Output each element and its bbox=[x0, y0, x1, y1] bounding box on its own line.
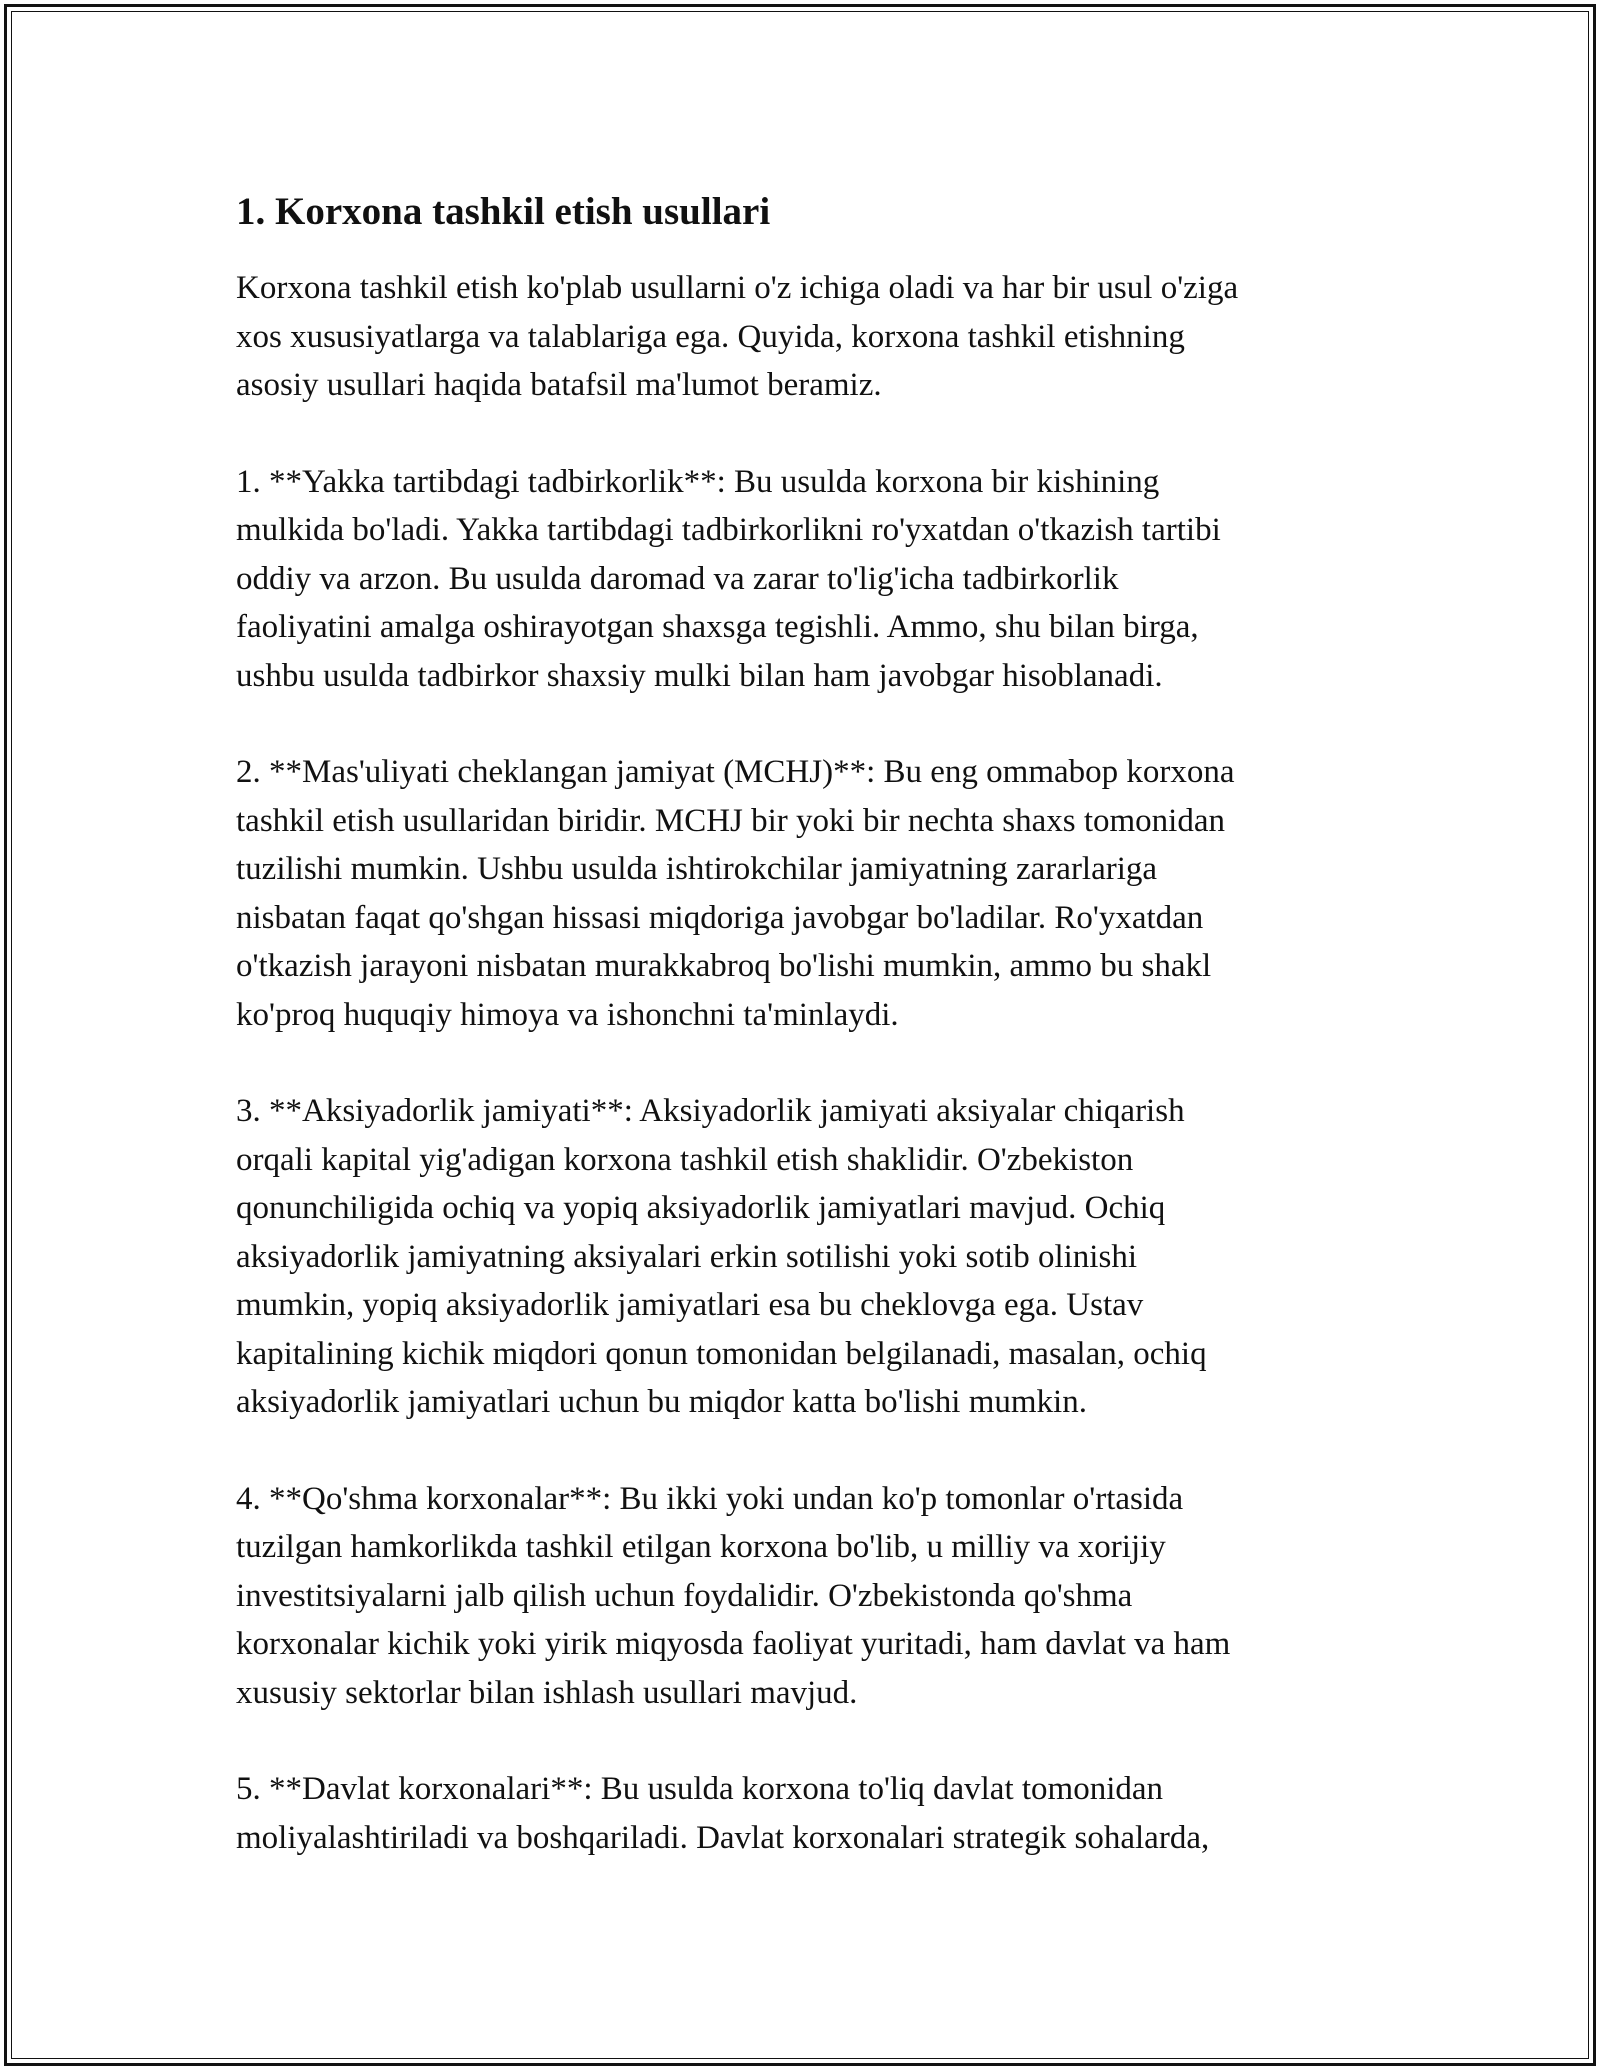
text-line: tuzilgan hamkorlikda tashkil etilgan korxona bo'lib, u milliy va xorijiy bbox=[236, 1529, 1166, 1565]
text-line: moliyalashtiriladi va boshqariladi. Davlat korxonalari strategik sohalarda, bbox=[236, 1819, 1210, 1856]
document-heading: 1. Korxona tashkil etish usullari bbox=[236, 190, 771, 233]
text-line: xususiy sektorlar bilan ishlash usullari mavjud. bbox=[236, 1674, 858, 1711]
method-5-paragraph bbox=[236, 1765, 1366, 1862]
text-line: 1. **Yakka tartibdagi tadbirkorlik**: Bu usulda korxona bir kishining bbox=[236, 463, 1160, 500]
document-body bbox=[236, 186, 1366, 1910]
intro-paragraph bbox=[236, 264, 1366, 410]
text-line: xos xususiyatlarga va talablariga ega. Quyida, korxona tashkil etishning bbox=[236, 318, 1185, 355]
text-line: 3. **Aksiyadorlik jamiyati**: Aksiyadorlik jamiyati aksiyalar chiqarish bbox=[236, 1093, 1185, 1129]
text-line: 2. **Mas'uliyati cheklangan jamiyat (MCHJ)**: Bu eng ommabop korxona bbox=[236, 754, 1235, 790]
text-line: faoliyatini amalga oshirayotgan shaxsga tegishli. Ammo, shu bilan birga, bbox=[236, 609, 1199, 645]
text-line: qonunchiligida ochiq va yopiq aksiyadorlik jamiyatlari mavjud. Ochiq bbox=[236, 1190, 1166, 1226]
text-line: oddiy va arzon. Bu usulda daromad va zarar to'lig'icha tadbirkorlik bbox=[236, 560, 1119, 597]
text-line: tuzilishi mumkin. Ushbu usulda ishtirokchilar jamiyatning zararlariga bbox=[236, 851, 1158, 887]
text-line: mumkin, yopiq aksiyadorlik jamiyatlari esa bu cheklovga ega. Ustav bbox=[236, 1287, 1144, 1323]
text-line: asosiy usullari haqida batafsil ma'lumot beramiz. bbox=[236, 367, 882, 403]
text-line: orqali kapital yig'adigan korxona tashkil etish shaklidir. O'zbekiston bbox=[236, 1141, 1134, 1178]
text-line: aksiyadorlik jamiyatlari uchun bu miqdor katta bo'lishi mumkin. bbox=[236, 1384, 1087, 1420]
text-line: investitsiyalarni jalb qilish uchun foydalidir. O'zbekistonda qo'shma bbox=[236, 1577, 1133, 1614]
text-line: 4. **Qo'shma korxonalar**: Bu ikki yoki undan ko'p tomonlar o'rtasida bbox=[236, 1480, 1184, 1517]
text-line: o'tkazish jarayoni nisbatan murakkabroq bo'lishi mumkin, ammo bu shakl bbox=[236, 948, 1212, 984]
text-line: 5. **Davlat korxonalari**: Bu usulda korxona to'liq davlat tomonidan bbox=[236, 1771, 1164, 1807]
method-4-paragraph bbox=[236, 1475, 1366, 1718]
text-line: mulkida bo'ladi. Yakka tartibdagi tadbirkorlikni ro'yxatdan o'tkazish tartibi bbox=[236, 512, 1221, 548]
method-1-paragraph bbox=[236, 458, 1366, 701]
text-line: kapitalining kichik miqdori qonun tomonidan belgilanadi, masalan, ochiq bbox=[236, 1335, 1207, 1372]
text-line: ko'proq huquqiy himoya va ishonchni ta'minlaydi. bbox=[236, 996, 899, 1033]
method-3-paragraph bbox=[236, 1087, 1366, 1427]
text-line: Korxona tashkil etish ko'plab usullarni o'z ichiga oladi va har bir usul o'ziga bbox=[236, 270, 1239, 306]
text-line: aksiyadorlik jamiyatning aksiyalari erkin sotilishi yoki sotib olinishi bbox=[236, 1238, 1137, 1275]
text-line: nisbatan faqat qo'shgan hissasi miqdoriga javobgar bo'ladilar. Ro'yxatdan bbox=[236, 899, 1204, 936]
method-2-paragraph bbox=[236, 748, 1366, 1039]
text-line: korxonalar kichik yoki yirik miqyosda faoliyat yuritadi, ham davlat va ham bbox=[236, 1626, 1231, 1662]
text-line: tashkil etish usullaridan biridir. MCHJ bir yoki bir nechta shaxs tomonidan bbox=[236, 802, 1225, 839]
text-line: ushbu usulda tadbirkor shaxsiy mulki bilan ham javobgar hisoblanadi. bbox=[236, 657, 1163, 694]
